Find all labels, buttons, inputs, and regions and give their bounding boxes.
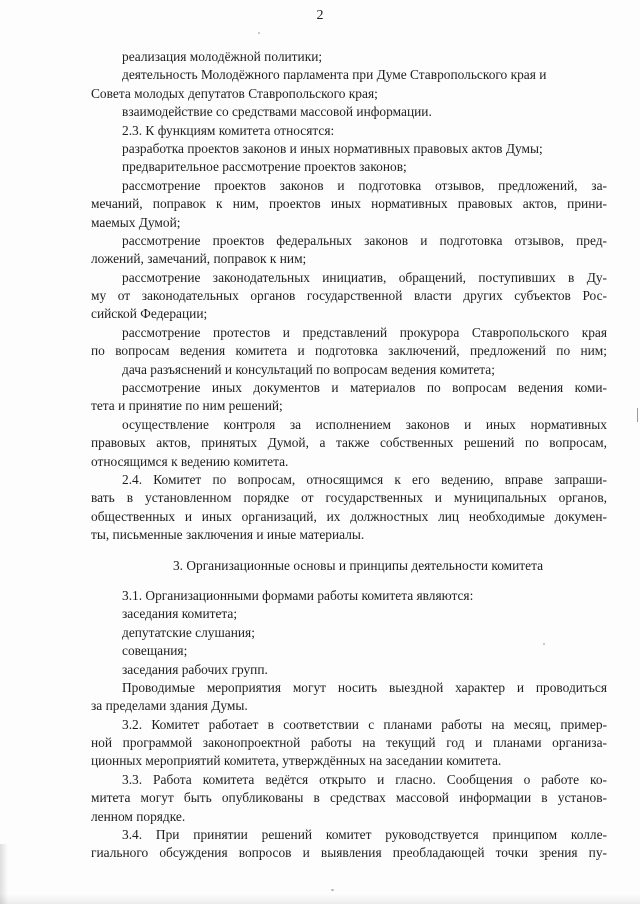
text-line: сийской Федерации;: [91, 306, 208, 322]
text-line: му от законодательных органов государственной власти других субъектов Рос-: [91, 288, 607, 304]
text-line: дача разъяснений и консультаций по вопросам ведения комитета;: [122, 361, 495, 377]
text-line: ной программой законопроектной работы на текущий год и планами организа-: [91, 735, 607, 751]
text-line: депутатские слушания;: [122, 624, 255, 640]
text-line: ционных мероприятий комитета, утверждённых на заседании комитета.: [91, 753, 502, 769]
text-line: реализация молодёжной политики;: [122, 49, 323, 64]
page-number: 2: [316, 8, 324, 23]
text-line: разработка проектов законов и иных нормативных правовых актов Думы;: [122, 140, 543, 156]
text-line: 2.4. Комитет по вопросам, относящимся к его ведению, вправе запраши-: [122, 471, 607, 487]
text-line: рассмотрение проектов федеральных законов и подготовка отзывов, пред-: [122, 232, 607, 248]
text-line: ленном порядке.: [91, 808, 186, 824]
text-line: тета и принятие по ним решений;: [91, 398, 283, 414]
text-line: рассмотрение иных документов и материалов по вопросам ведения коми-: [122, 380, 607, 396]
text-line: деятельность Молодёжного парламента при Думе Ставропольского края и: [122, 67, 547, 83]
text-line: за пределами здания Думы.: [91, 698, 248, 714]
text-line: рассмотрение законодательных инициатив, обращений, поступивших в Ду-: [122, 269, 607, 285]
text-line: ты, письменные заключения и иные материалы.: [91, 527, 365, 543]
section-heading: 3. Организационные основы и принципы деятельности комитета: [172, 557, 544, 573]
text-line: заседания рабочих групп.: [122, 661, 268, 677]
document-body: [91, 48, 607, 863]
text-line: 2.3. К функциям комитета относятся:: [122, 122, 335, 138]
text-line: заседания комитета;: [122, 606, 238, 622]
text-line: правовых актов, принятых Думой, а также собственных решений по вопросам,: [91, 435, 607, 451]
text-line: ложений, замечаний, поправок к ним;: [91, 251, 307, 267]
text-line: 3.4. При принятии решений комитет руководствуется принципом колле-: [122, 827, 607, 843]
text-line: мечаний, поправок к ним, проектов иных нормативных правовых актов, прини-: [91, 196, 607, 212]
scan-speck: [543, 643, 545, 645]
scan-edge-mark: [637, 408, 638, 422]
text-line: взаимодействие со средствами массовой информации.: [122, 104, 432, 120]
scan-speck: [258, 32, 260, 34]
text-line: относящимся к ведению комитета.: [91, 453, 289, 469]
text-line: общественных и иных организаций, их должностных лиц необходимые докумен-: [91, 508, 607, 524]
text-line: 3.1. Организационными формами работы комитета являются:: [122, 587, 474, 603]
text-line: предварительное рассмотрение проектов законов;: [122, 159, 407, 175]
text-line: митета могут быть опубликованы в средствах массовой информации в установ-: [91, 790, 607, 806]
text-line: Совета молодых депутатов Ставропольского края;: [91, 85, 378, 101]
text-line: рассмотрение протестов и представлений прокурора Ставропольского края: [122, 324, 607, 340]
text-line: по вопросам ведения комитета и подготовка заключений, предложений по ним;: [91, 343, 607, 359]
text-line: Проводимые мероприятия могут носить выездной характер и проводиться: [122, 679, 607, 695]
text-line: совещания;: [122, 643, 188, 659]
text-line: вать в установленном порядке от государственных и муниципальных органов,: [91, 490, 607, 506]
scan-speck: [331, 889, 334, 891]
text-line: рассмотрение проектов законов и подготовка отзывов, предложений, за-: [122, 177, 607, 193]
text-line: 3.2. Комитет работает в соответствии с планами работы на месяц, пример-: [122, 716, 607, 732]
text-line: маемых Думой;: [91, 214, 181, 230]
text-line: осуществление контроля за исполнением законов и иных нормативных: [122, 416, 607, 432]
text-line: 3.3. Работа комитета ведётся открыто и гласно. Сообщения о работе ко-: [122, 771, 607, 787]
text-line: гиального обсуждения вопросов и выявления преобладающей точки зрения пу-: [91, 845, 607, 861]
scan-bottom-shadow: [0, 894, 640, 904]
scan-left-shadow: [0, 844, 8, 904]
